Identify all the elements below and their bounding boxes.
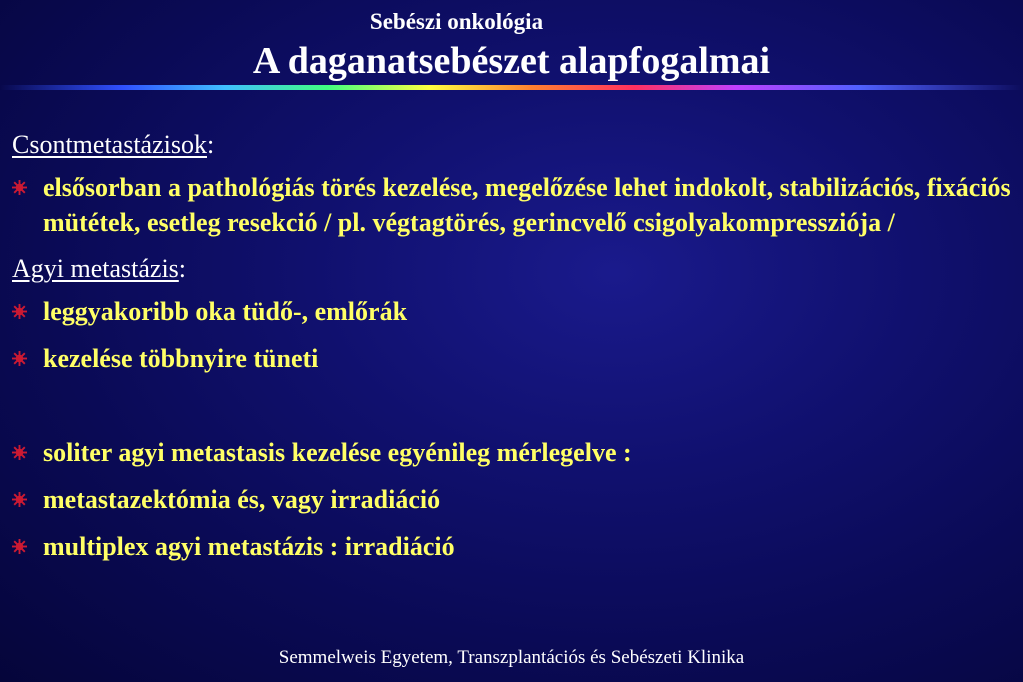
bullet-text: soliter agyi metastasis kezelése egyénileg mérlegelve : <box>43 438 632 467</box>
section-heading-text: Agyi metastázis <box>12 254 179 283</box>
rainbow-divider <box>0 85 1023 90</box>
flower-bullet-icon <box>12 304 27 319</box>
bullet-text: multiplex agyi metastázis : irradiáció <box>43 532 455 561</box>
slide-subtitle: Sebészi onkológia <box>369 9 544 34</box>
bullet-text: elsősorban a pathológiás törés kezelése, megelőzése lehet indokolt, stabilizációs, fixációs mütétek, esetleg resekció / pl. végtagtörés, gerincvelő csigolyakompressziója / <box>43 173 1011 237</box>
section-heading-brain-metastasis <box>12 252 1012 286</box>
bullet-item <box>12 435 1012 470</box>
bullet-text: metastazektómia és, vagy irradiáció <box>43 485 441 514</box>
blank-line <box>12 388 1012 435</box>
section-heading-text: Csontmetastázisok <box>12 130 207 159</box>
section-heading-bone-metastases <box>12 128 1012 162</box>
flower-bullet-icon <box>12 445 27 460</box>
bullet-text: leggyakoribb oka tüdő-, emlőrák <box>43 297 408 326</box>
slide-content <box>12 128 1012 576</box>
bullet-text: kezelése többnyire tüneti <box>43 344 319 373</box>
bullet-item <box>12 170 1012 240</box>
slide-title: A daganatsebészet alapfogalmai <box>252 40 771 82</box>
flower-bullet-icon <box>12 539 27 554</box>
bullet-item <box>12 482 1012 517</box>
section-heading-colon: : <box>178 254 187 283</box>
flower-bullet-icon <box>12 180 27 195</box>
flower-bullet-icon <box>12 351 27 366</box>
bullet-item <box>12 341 1012 376</box>
slide-footer: Semmelweis Egyetem, Transzplantációs és Sebészeti Klinika <box>278 647 745 668</box>
section-heading-colon: : <box>206 130 215 159</box>
flower-bullet-icon <box>12 492 27 507</box>
bullet-item <box>12 529 1012 564</box>
bullet-item <box>12 294 1012 329</box>
